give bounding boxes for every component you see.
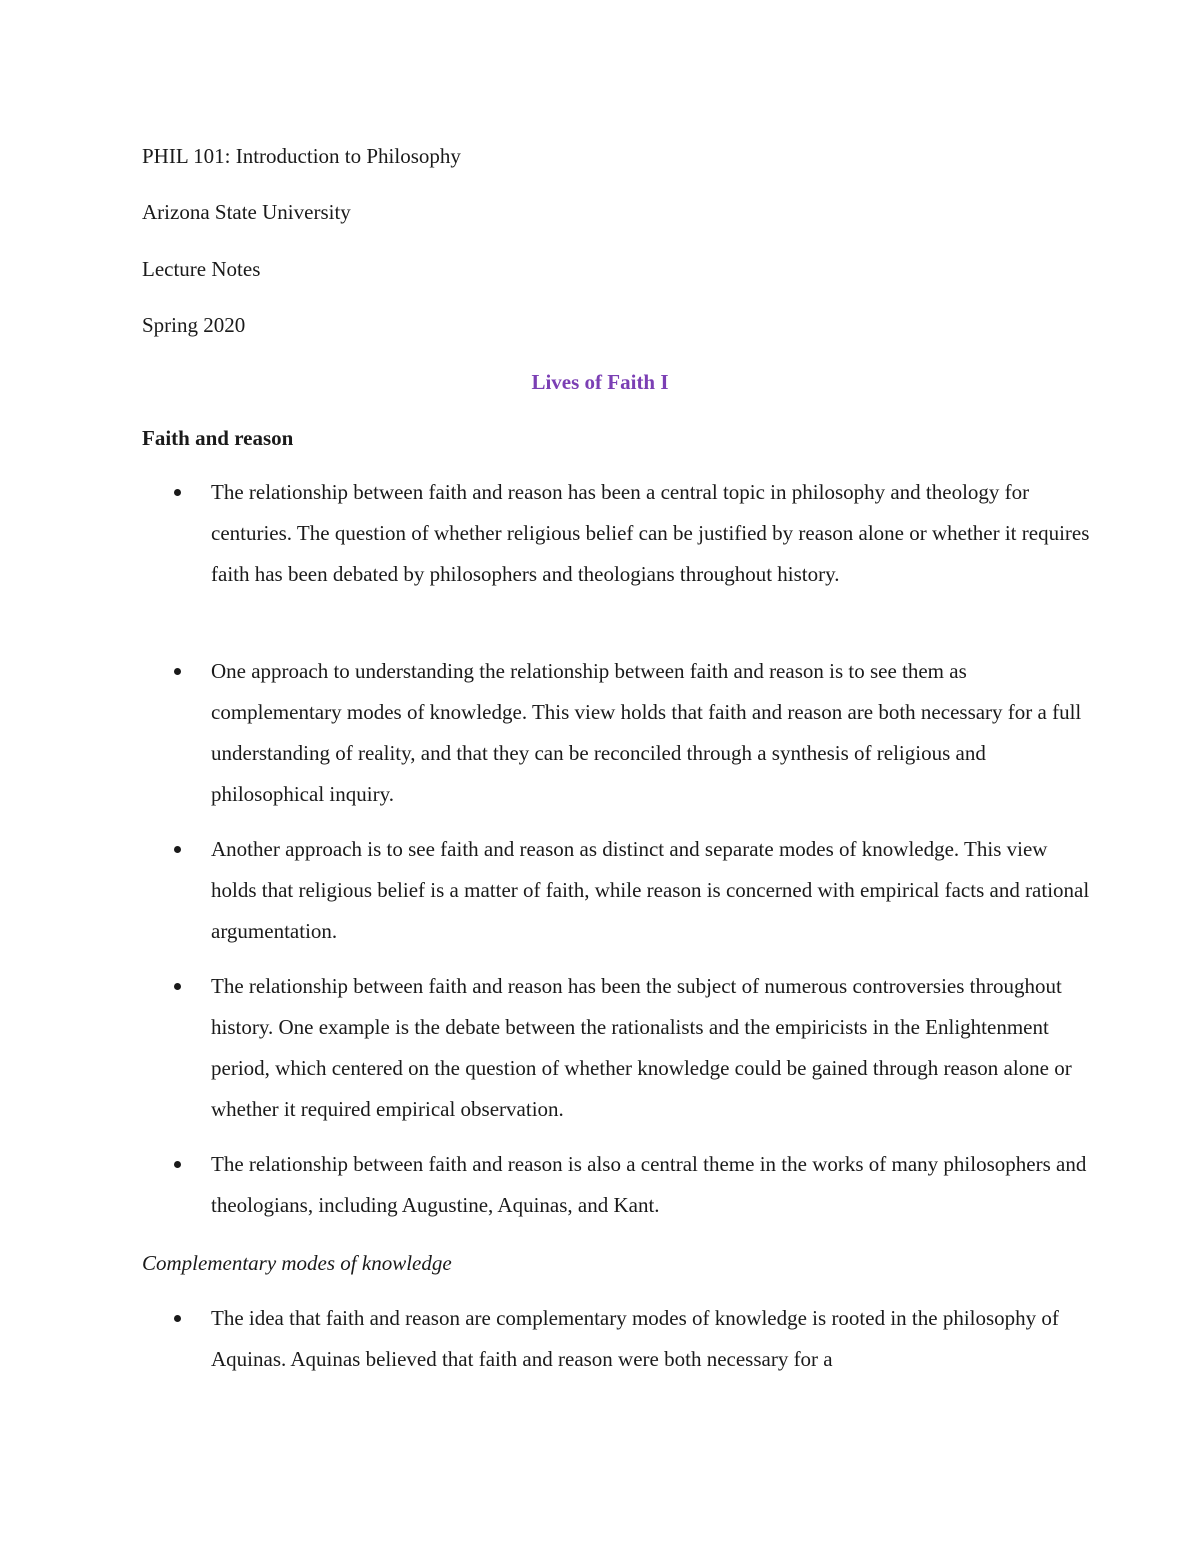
document-type: Lecture Notes xyxy=(142,257,261,281)
course-title: PHIL 101: Introduction to Philosophy xyxy=(142,144,461,168)
bullet-icon xyxy=(174,846,181,853)
bullet-icon xyxy=(174,668,181,675)
list-item-text: Another approach is to see faith and reason as distinct and separate modes of knowledge. This view holds that religious belief is a matter of faith, while reason is concerned with empirical facts and rational argumentation. xyxy=(211,837,1090,943)
university-name: Arizona State University xyxy=(142,200,351,224)
bullet-icon xyxy=(174,1161,181,1168)
bullet-icon xyxy=(174,983,181,990)
list-item-text: The relationship between faith and reason is also a central theme in the works of many philosophers and theologians, including Augustine, Aquinas, and Kant. xyxy=(211,1152,1087,1217)
bullet-icon xyxy=(174,1315,181,1322)
term: Spring 2020 xyxy=(142,313,246,337)
list-item-text: The idea that faith and reason are complementary modes of knowledge is rooted in the philosophy of Aquinas. Aquinas believed that faith and reason were both necessary for a xyxy=(211,1306,1059,1371)
section-heading-faith-and-reason: Faith and reason xyxy=(142,426,294,450)
list-item-text: The relationship between faith and reason has been the subject of numerous controversies throughout history. One example is the debate between the rationalists and the empiricists in the Enlightenment period, which centered on the question of whether knowledge could be gained through reason alone or whether it required empirical observation. xyxy=(211,974,1072,1121)
bullet-icon xyxy=(174,489,181,496)
list-item-text: One approach to understanding the relationship between faith and reason is to see them as complementary modes of knowledge. This view holds that faith and reason are both necessary for a full understanding of reality, and that they can be reconciled through a synthesis of religious and philosophical inquiry. xyxy=(211,659,1082,806)
document-title: Lives of Faith I xyxy=(531,370,669,394)
section-heading-complementary-modes: Complementary modes of knowledge xyxy=(142,1251,452,1275)
list-item-text: The relationship between faith and reason has been a central topic in philosophy and theology for centuries. The question of whether religious belief can be justified by reason alone or whether it requires faith has been debated by philosophers and theologians throughout history. xyxy=(211,480,1090,586)
